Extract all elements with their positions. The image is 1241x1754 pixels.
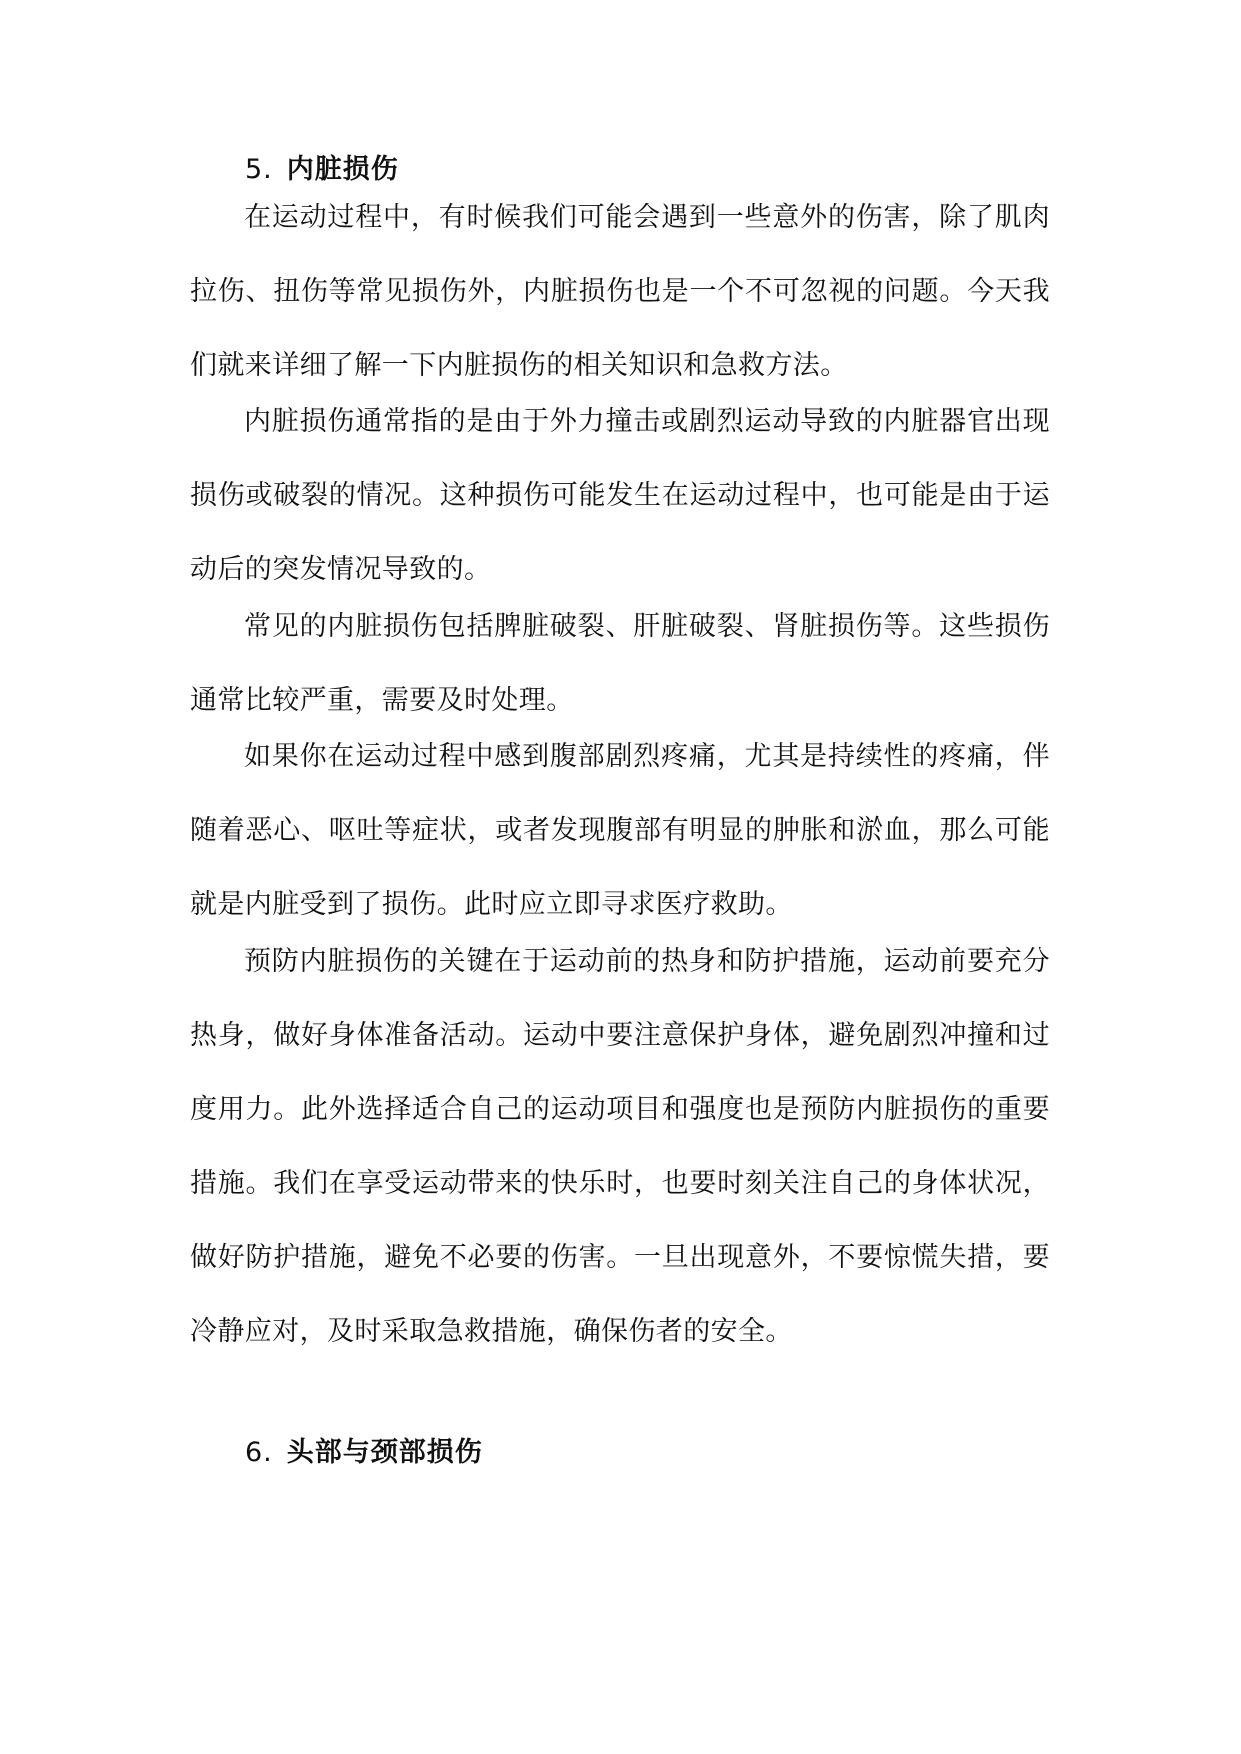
paragraph-2: 内脏损伤通常指的是由于外力撞击或剧烈运动导致的内脏器官出现损伤或破裂的情况。这种损伤可能发生在运动过程中，也可能是由于运动后的突发情况导致的。 (190, 406, 1050, 585)
paragraph-4: 如果你在运动过程中感到腹部剧烈疼痛，尤其是持续性的疼痛，伴随着恶心、呕吐等症状，或者发现腹部有明显的肿胀和淤血，那么可能就是内脏受到了损伤。此时应立即寻求医疗救助。 (190, 741, 1050, 920)
section-6-heading (245, 1433, 483, 1473)
section-5-title: 内脏损伤 (286, 154, 399, 185)
paragraph-1: 在运动过程中，有时候我们可能会遇到一些意外的伤害，除了肌肉拉伤、扭伤等常见损伤外，内脏损伤也是一个不可忽视的问题。今天我们就来详细了解一下内脏损伤的相关知识和急救方法。 (190, 202, 1050, 381)
paragraph-3: 常见的内脏损伤包括脾脏破裂、肝脏破裂、肾脏损伤等。这些损伤通常比较严重，需要及时处理。 (190, 611, 1050, 716)
section-6-number: 6. (245, 1437, 273, 1468)
paragraph-5: 预防内脏损伤的关键在于运动前的热身和防护措施，运动前要充分热身，做好身体准备活动。运动中要注意保护身体，避免剧烈冲撞和过度用力。此外选择适合自己的运动项目和强度也是预防内脏损伤的重要措施。我们在享受运动带来的快乐时，也要时刻关注自己的身体状况，做好防护措施，避免不必要的伤害。一旦出现意外，不要惊慌失措，要冷静应对，及时采取急救措施，确保伤者的安全。 (190, 946, 1050, 1347)
section-6-title: 头部与颈部损伤 (286, 1437, 483, 1468)
section-5-number: 5. (245, 154, 273, 185)
